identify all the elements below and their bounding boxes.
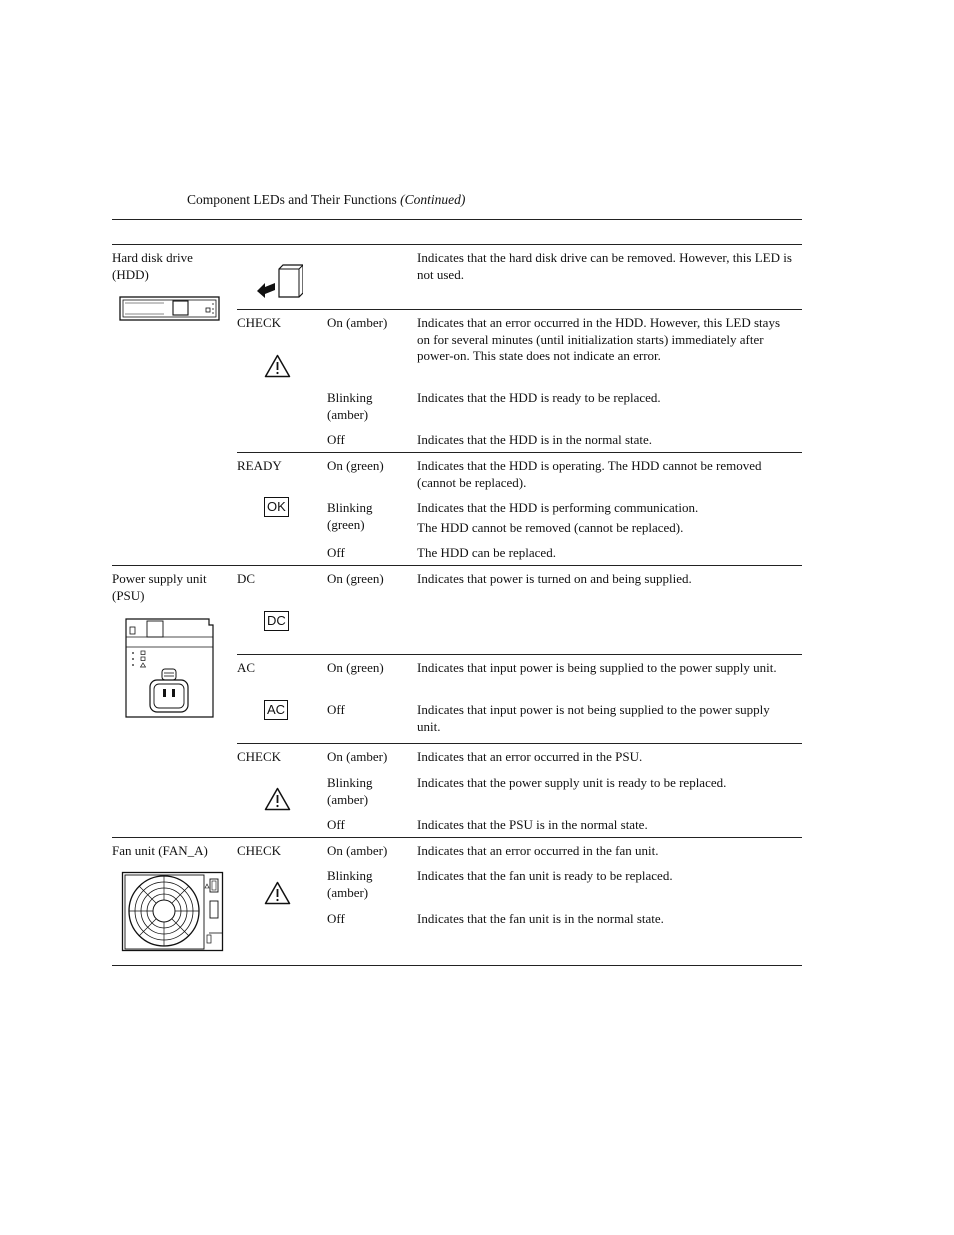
led-name-dc: DC — [237, 571, 256, 586]
led-state: Blinking (amber) — [327, 390, 373, 422]
led-name-ready: READY — [237, 458, 282, 473]
led-state: Blinking (amber) — [327, 775, 373, 807]
component-name-hdd: Hard disk drive (HDD) — [112, 250, 193, 282]
led-name-check: CHECK — [237, 749, 282, 764]
led-state-desc: Indicates that the PSU is in the normal state. — [417, 817, 648, 832]
dc-indicator-icon: DC — [264, 611, 289, 631]
led-state-desc: Indicates that input power is not being supplied to the power supply unit. — [417, 702, 770, 734]
table-top-rule — [112, 219, 802, 220]
row-rule — [237, 743, 802, 744]
caption-continued: (Continued) — [400, 192, 466, 207]
led-state: Off — [327, 817, 345, 832]
led-state: On (green) — [327, 458, 384, 473]
row-rule — [237, 309, 802, 310]
section-rule — [112, 837, 802, 838]
row-desc: Indicates that the hard disk drive can be removed. However, this LED is not used. — [417, 250, 792, 282]
led-state-desc: Indicates that the fan unit is ready to be replaced. — [417, 868, 673, 883]
led-state: On (amber) — [327, 315, 388, 330]
led-state-desc-extra: The HDD cannot be removed (cannot be replaced). — [417, 520, 684, 535]
led-state-desc: Indicates that an error occurred in the PSU. — [417, 749, 643, 764]
ok-indicator-icon: OK — [264, 497, 289, 517]
led-name-ac: AC — [237, 660, 256, 675]
row-rule — [237, 452, 802, 453]
led-state-desc: Indicates that the fan unit is in the normal state. — [417, 911, 664, 926]
led-state: On (amber) — [327, 749, 388, 764]
component-name-psu: Power supply unit (PSU) — [112, 571, 207, 603]
led-state: Blinking (green) — [327, 500, 373, 532]
header-rule — [112, 244, 802, 245]
fan-unit-illustration — [121, 871, 227, 953]
hdd-carrier-illustration — [119, 296, 221, 322]
warning-triangle-icon — [264, 881, 291, 905]
ac-indicator-icon: AC — [264, 700, 288, 720]
led-state: On (green) — [327, 660, 384, 675]
led-state-desc: Indicates that the HDD is performing communication. — [417, 500, 699, 515]
led-state-desc: Indicates that the HDD is ready to be replaced. — [417, 390, 661, 405]
led-state: Off — [327, 545, 345, 560]
led-state: On (green) — [327, 571, 384, 586]
led-state-desc: Indicates that the HDD is in the normal state. — [417, 432, 653, 447]
led-name-check: CHECK — [237, 843, 282, 858]
led-state: Off — [327, 432, 345, 447]
led-state: Blinking (amber) — [327, 868, 373, 900]
section-rule — [112, 565, 802, 566]
remove-arrow-icon — [255, 263, 303, 301]
led-state-desc: Indicates that an error occurred in the fan unit. — [417, 843, 659, 858]
led-state-desc: Indicates that input power is being supplied to the power supply unit. — [417, 660, 777, 675]
warning-triangle-icon — [264, 354, 291, 378]
component-name-fan: Fan unit (FAN_A) — [112, 843, 208, 858]
led-state-desc: The HDD can be replaced. — [417, 545, 556, 560]
led-state-desc: Indicates that power is turned on and being supplied. — [417, 571, 692, 586]
led-state-desc: Indicates that an error occurred in the HDD. However, this LED stays on for several minutes (until initialization starts) immediately after power-on. This state does not indicate an error. — [417, 315, 780, 363]
led-state: Off — [327, 911, 345, 926]
caption-title: Component LEDs and Their Functions — [187, 192, 397, 207]
led-state: On (amber) — [327, 843, 388, 858]
led-state: Off — [327, 702, 345, 717]
led-state-desc: Indicates that the HDD is operating. The HDD cannot be removed (cannot be replaced). — [417, 458, 762, 490]
led-state-desc: Indicates that the power supply unit is ready to be replaced. — [417, 775, 727, 790]
table-caption — [187, 192, 465, 208]
warning-triangle-icon — [264, 787, 291, 811]
table-bottom-rule — [112, 965, 802, 966]
led-name-check: CHECK — [237, 315, 282, 330]
row-rule — [237, 654, 802, 655]
psu-illustration — [123, 617, 215, 719]
